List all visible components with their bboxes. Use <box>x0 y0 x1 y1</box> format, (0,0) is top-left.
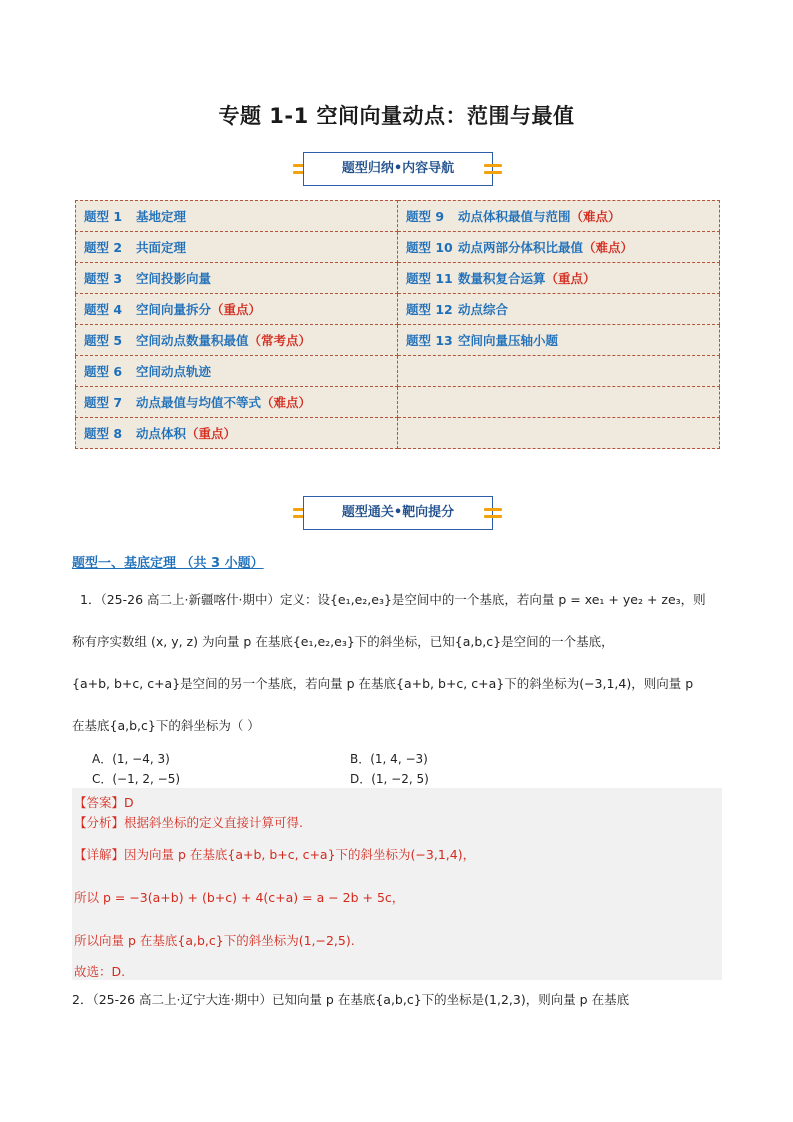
content-navigation-table <box>75 200 720 449</box>
nav-item-number: 题型 2 <box>84 240 123 255</box>
page-title: 专题 1-1 空间向量动点：范围与最值 <box>218 104 575 128</box>
nav-cell-right <box>398 325 720 356</box>
nav-cell-left <box>76 418 398 449</box>
nav-item-label[interactable]: 动点最值与均值不等式 <box>136 395 262 410</box>
option-a: A．(1, −4, 3) <box>92 752 170 766</box>
nav-row <box>76 263 720 294</box>
solution-step-1: 所以 p = −3(a+b) + (b+c) + 4(c+a) = a − 2b + 5c， <box>74 890 405 905</box>
nav-section-title: 题型归纳•内容导航 <box>303 152 493 186</box>
nav-row <box>76 325 720 356</box>
nav-item-number: 题型 13 <box>406 333 453 348</box>
nav-item-label[interactable]: 动点体积 <box>136 426 187 441</box>
option-b: B．(1, 4, −3) <box>350 752 428 766</box>
nav-item-number: 题型 5 <box>84 333 123 348</box>
nav-cell-left <box>76 263 398 294</box>
nav-cell-left <box>76 356 398 387</box>
nav-item-label[interactable]: 共面定理 <box>136 240 187 255</box>
nav-cell-right <box>398 418 720 449</box>
question-2-line-1: 2．（25-26 高二上·辽宁大连·期中）已知向量 p 在基底{a,b,c}下的坐标是(1,2,3)，则向量 p 在基底 <box>72 992 630 1007</box>
subsection-title: 题型一、基底定理 （共 3 小题） <box>72 556 264 571</box>
nav-cell-right <box>398 232 720 263</box>
nav-item-label[interactable]: 空间向量压轴小题 <box>458 333 559 348</box>
practice-section-title: 题型通关•靶向提分 <box>303 496 493 530</box>
nav-item-number: 题型 11 <box>406 271 453 286</box>
nav-item-number: 题型 6 <box>84 364 123 379</box>
analysis-line: 【分析】根据斜坐标的定义直接计算可得. <box>74 815 303 830</box>
nav-item-tag: （难点） <box>570 209 621 224</box>
answer-line: 【答案】D <box>74 795 134 810</box>
nav-item-number: 题型 9 <box>406 209 445 224</box>
nav-item-number: 题型 3 <box>84 271 123 286</box>
nav-item-tag: （重点） <box>211 302 262 317</box>
nav-row <box>76 418 720 449</box>
nav-item-label[interactable]: 动点两部分体积比最值 <box>458 240 584 255</box>
nav-item-label[interactable]: 空间动点数量积最值 <box>136 333 249 348</box>
right-bracket-decoration <box>484 162 502 176</box>
nav-row <box>76 294 720 325</box>
nav-item-tag: （难点） <box>583 240 634 255</box>
option-c: C．(−1, 2, −5) <box>92 772 181 786</box>
nav-cell-right <box>398 294 720 325</box>
nav-cell-left <box>76 232 398 263</box>
nav-item-tag: （重点） <box>186 426 237 441</box>
nav-item-label[interactable]: 动点体积最值与范围 <box>458 209 571 224</box>
nav-row <box>76 201 720 232</box>
nav-item-number: 题型 4 <box>84 302 123 317</box>
question-1-line-4: 在基底{a,b,c}下的斜坐标为（ ） <box>72 718 260 733</box>
nav-item-number: 题型 1 <box>84 209 123 224</box>
nav-row <box>76 387 720 418</box>
nav-item-label[interactable]: 空间投影向量 <box>136 271 212 286</box>
nav-item-label[interactable]: 空间向量拆分 <box>136 302 212 317</box>
nav-cell-right <box>398 263 720 294</box>
nav-cell-left <box>76 201 398 232</box>
option-d: D．(1, −2, 5) <box>350 772 429 786</box>
right-bracket-decoration <box>484 506 502 520</box>
question-1-line-3: {a+b, b+c, c+a}是空间的另一个基底，若向量 p 在基底{a+b, b+c, c+a}下的斜坐标为(−3,1,4)，则向量 p <box>72 676 694 691</box>
nav-row <box>76 356 720 387</box>
nav-cell-left <box>76 387 398 418</box>
nav-item-tag: （难点） <box>261 395 312 410</box>
nav-cell-right <box>398 201 720 232</box>
nav-item-label[interactable]: 基地定理 <box>136 209 187 224</box>
solution-step-2: 所以向量 p 在基底{a,b,c}下的斜坐标为(1,−2,5). <box>74 933 355 948</box>
nav-row <box>76 232 720 263</box>
nav-cell-left <box>76 325 398 356</box>
nav-cell-right <box>398 356 720 387</box>
question-1-line-1: 1．（25-26 高二上·新疆喀什·期中）定义：设{e₁,e₂,e₃}是空间中的一个基底，若向量 p = xe₁ + ye₂ + ze₃，则 <box>80 592 706 607</box>
nav-item-label[interactable]: 空间动点轨迹 <box>136 364 212 379</box>
question-1-line-2: 称有序实数组 (x, y, z) 为向量 p 在基底{e₁,e₂,e₃}下的斜坐标，已知{a,b,c}是空间的一个基底， <box>72 634 614 649</box>
nav-item-number: 题型 10 <box>406 240 453 255</box>
nav-item-label[interactable]: 动点综合 <box>458 302 509 317</box>
nav-item-label[interactable]: 数量积复合运算 <box>458 271 546 286</box>
choice-line: 故选：D. <box>74 964 126 979</box>
nav-item-tag: （常考点） <box>248 333 312 348</box>
nav-item-number: 题型 8 <box>84 426 123 441</box>
nav-item-number: 题型 12 <box>406 302 453 317</box>
nav-item-number: 题型 7 <box>84 395 123 410</box>
nav-cell-left <box>76 294 398 325</box>
nav-item-tag: （重点） <box>545 271 596 286</box>
nav-cell-right <box>398 387 720 418</box>
detail-line: 【详解】因为向量 p 在基底{a+b, b+c, c+a}下的斜坐标为(−3,1,4)， <box>74 847 476 862</box>
